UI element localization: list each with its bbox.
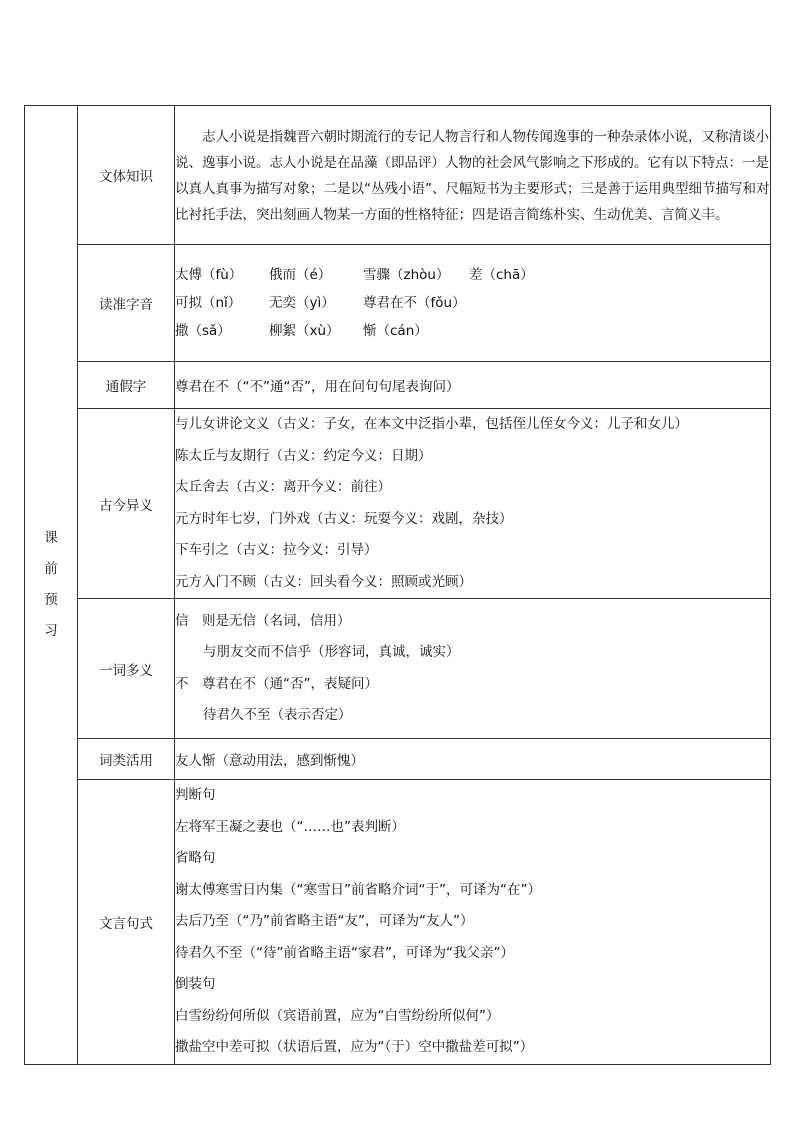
row-label: 文体知识	[78, 106, 175, 245]
row-gujin	[25, 409, 771, 599]
row-content: 尊君在不（“不”通“否”，用在问句句尾表询问）	[175, 362, 771, 409]
pronunciation-item: 差（chā）	[469, 267, 534, 283]
row-label: 古今异义	[78, 409, 175, 599]
row-label: 文言句式	[78, 780, 175, 1065]
pronunciation-item: 可拟（nǐ）	[175, 295, 242, 311]
row-label: 通假字	[78, 362, 175, 409]
pronunciation-item: 尊君在不（fǒu）	[363, 295, 466, 311]
text-line: 白雪纷纷何所似（宾语前置，应为“白雪纷纷所似何”）	[175, 1007, 500, 1024]
side-char: 预	[44, 592, 58, 608]
row-cilei	[25, 739, 771, 780]
text-line: 待君久不至（“待”前省略主语“家君”，可译为“我父亲”）	[175, 944, 514, 961]
text-line: 元方时年七岁，门外戏（古义：玩耍今义：戏剧，杂技）	[175, 510, 513, 527]
side-label-cell	[25, 106, 78, 1065]
pronunciation-line	[175, 317, 770, 345]
row-yici	[25, 599, 771, 739]
text-line: 去后乃至（“乃”前省略主语“友”，可译为“友人”）	[175, 913, 474, 930]
text-line: 不 尊君在不（通“否”，表疑问）	[175, 675, 378, 692]
text-line: 待君久不至（表示否定）	[203, 707, 352, 723]
text-line: 元方入门不顾（古义：回头看今义：照顾或光顾）	[175, 573, 472, 590]
pronunciation-item: 雪骤（zhòu）	[363, 267, 450, 283]
text-line: 撒盐空中差可拟（状语后置，应为“（于）空中撒盐差可拟”）	[175, 1039, 534, 1056]
text-line: 与儿女讲论文义（古义：子女，在本文中泛指小辈，包括侄儿侄女今义：儿子和女儿）	[175, 416, 688, 432]
pronunciation-item: 惭（cán）	[363, 323, 428, 339]
side-char: 前	[44, 561, 58, 577]
row-content	[175, 599, 771, 739]
row-label: 读准字音	[78, 245, 175, 362]
row-content	[175, 780, 771, 1065]
pronunciation-item: 无奕（yì）	[269, 295, 335, 311]
preview-table	[24, 105, 771, 1065]
text-line: 谢太傅寒雪日内集（“寒雪日”前省略介词“于”，可译为“在”）	[175, 881, 541, 898]
text-line: 下车引之（古义：拉今义：引导）	[175, 542, 378, 558]
text-line: 陈太丘与友期行（古义：约定今义：日期）	[175, 447, 432, 464]
text-line: 判断句	[175, 787, 216, 804]
side-char: 习	[44, 623, 58, 639]
row-wenyan	[25, 780, 771, 1065]
genre-paragraph: 志人小说是指魏晋六朝时期流行的专记人物言行和人物传闻逸事的一种杂录体小说，又称清谈小说、逸事小说。志人小说是在品藻（即品评）人物的社会风气影响之下形成的。它有以下特点：一是以真人真事为描写对象；二是以“丛残小语”、尺幅短书为主要形式；三是善于运用典型细节描写和对比衬托手法，突出刻画人物某一方面的性格特征；四是语言简练朴实、生动优美、言简义丰。	[175, 128, 770, 223]
row-content	[175, 245, 771, 362]
row-content	[175, 409, 771, 599]
text-line: 太丘舍去（古义：离开今义：前往）	[175, 479, 391, 495]
row-wenti	[25, 106, 771, 245]
pronunciation-line	[175, 289, 770, 317]
row-tongjia	[25, 362, 771, 409]
pronunciation-item: 柳絮（xù）	[269, 323, 340, 339]
pronunciation-line	[175, 261, 770, 289]
pronunciation-item: 撒（sǎ）	[175, 323, 231, 339]
row-label: 词类活用	[78, 739, 175, 780]
pronunciation-item: 俄而（é）	[269, 267, 332, 283]
text-line: 与朋友交而不信乎（形容词，真诚，诚实）	[203, 644, 460, 660]
text-line: 左将军王凝之妻也（“……也”表判断）	[175, 818, 405, 835]
pronunciation-item: 太傅（fù）	[175, 267, 243, 283]
text-line: 省略句	[175, 850, 216, 867]
row-duzhun	[25, 245, 771, 362]
row-label: 一词多义	[78, 599, 175, 739]
row-content	[175, 106, 771, 245]
text-line: 信 则是无信（名词，信用）	[175, 612, 351, 629]
row-content: 友人惭（意动用法，感到惭愧）	[175, 739, 771, 780]
side-char: 课	[44, 530, 58, 546]
text-line: 倒装句	[175, 976, 216, 993]
